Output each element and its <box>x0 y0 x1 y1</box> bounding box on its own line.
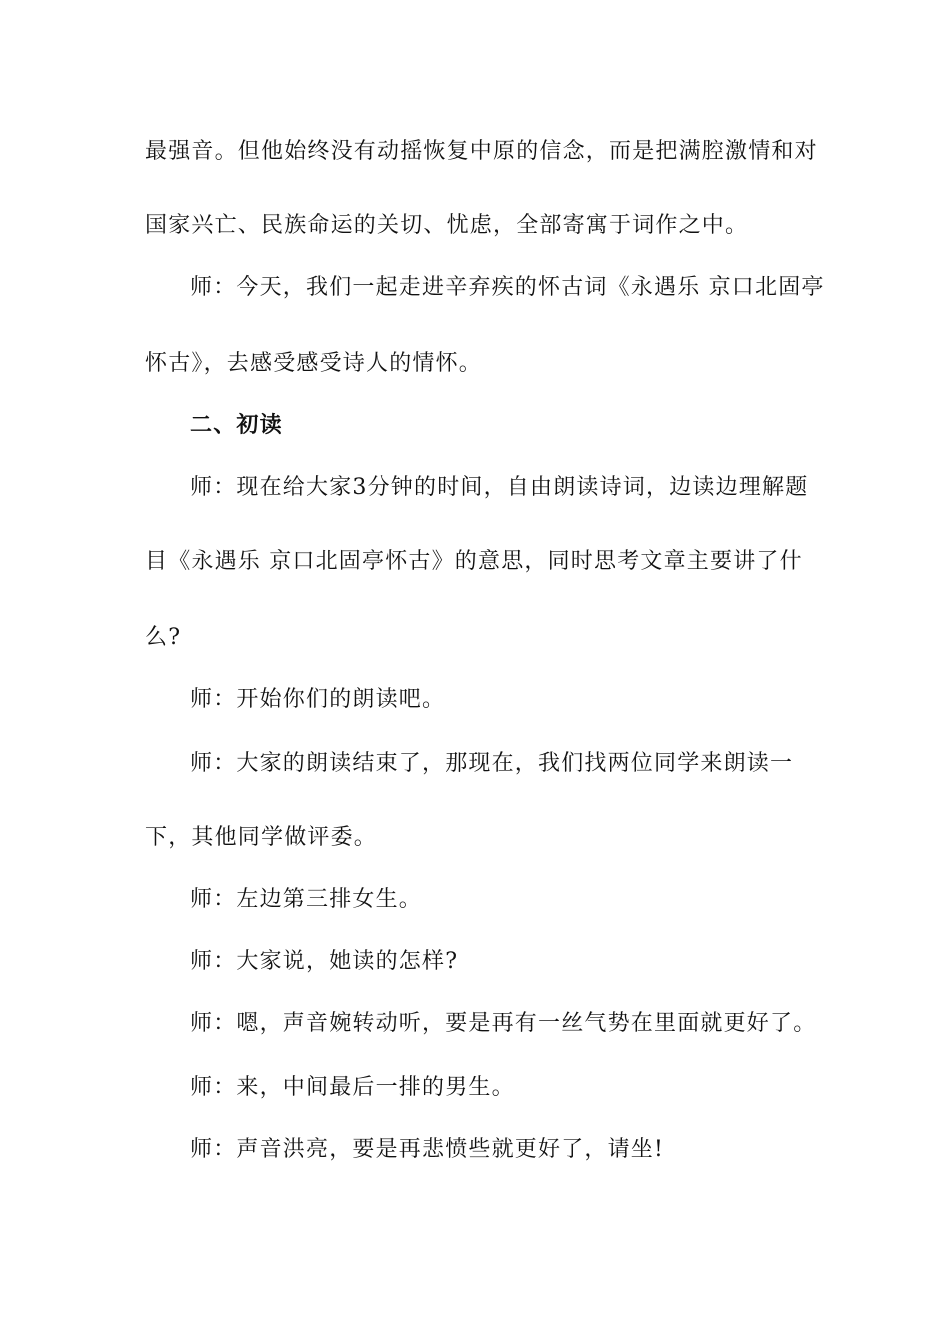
paragraph-line-2: 国家兴亡、民族命运的关切、忧虑，全部寄寓于词作之中。 <box>145 213 749 238</box>
paragraph-line-13: 师：大家说，她读的怎样? <box>190 949 459 974</box>
paragraph-line-12: 师：左边第三排女生。 <box>190 887 423 912</box>
paragraph-line-10: 师：大家的朗读结束了，那现在，我们找两位同学来朗读一 <box>190 751 794 776</box>
paragraph-line-15: 师：来，中间最后一排的男生。 <box>190 1075 515 1100</box>
paragraph-line-1: 最强音。但他始终没有动摇恢复中原的信念，而是把满腔激情和对 <box>145 139 818 164</box>
paragraph-line-6: 师：现在给大家3分钟的时间，自由朗读诗词，边读边理解题 <box>190 475 809 500</box>
paragraph-line-9: 师：开始你们的朗读吧。 <box>190 687 446 712</box>
paragraph-line-14: 师：嗯，声音婉转动听，要是再有一丝气势在里面就更好了。 <box>190 1011 817 1036</box>
section-heading: 二、初读 <box>190 413 283 438</box>
paragraph-line-4: 怀古》，去感受感受诗人的情怀。 <box>145 351 483 376</box>
paragraph-line-7: 目《永遇乐 京口北固亭怀古》的意思，同时思考文章主要讲了什 <box>145 549 803 574</box>
paragraph-line-3: 师：今天，我们一起走进辛弃疾的怀古词《永遇乐 京口北固亭 <box>190 275 825 300</box>
paragraph-line-16: 师：声音洪亮，要是再悲愤些就更好了，请坐! <box>190 1137 665 1162</box>
paragraph-line-8: 么? <box>145 625 182 650</box>
paragraph-line-11: 下，其他同学做评委。 <box>145 825 378 850</box>
